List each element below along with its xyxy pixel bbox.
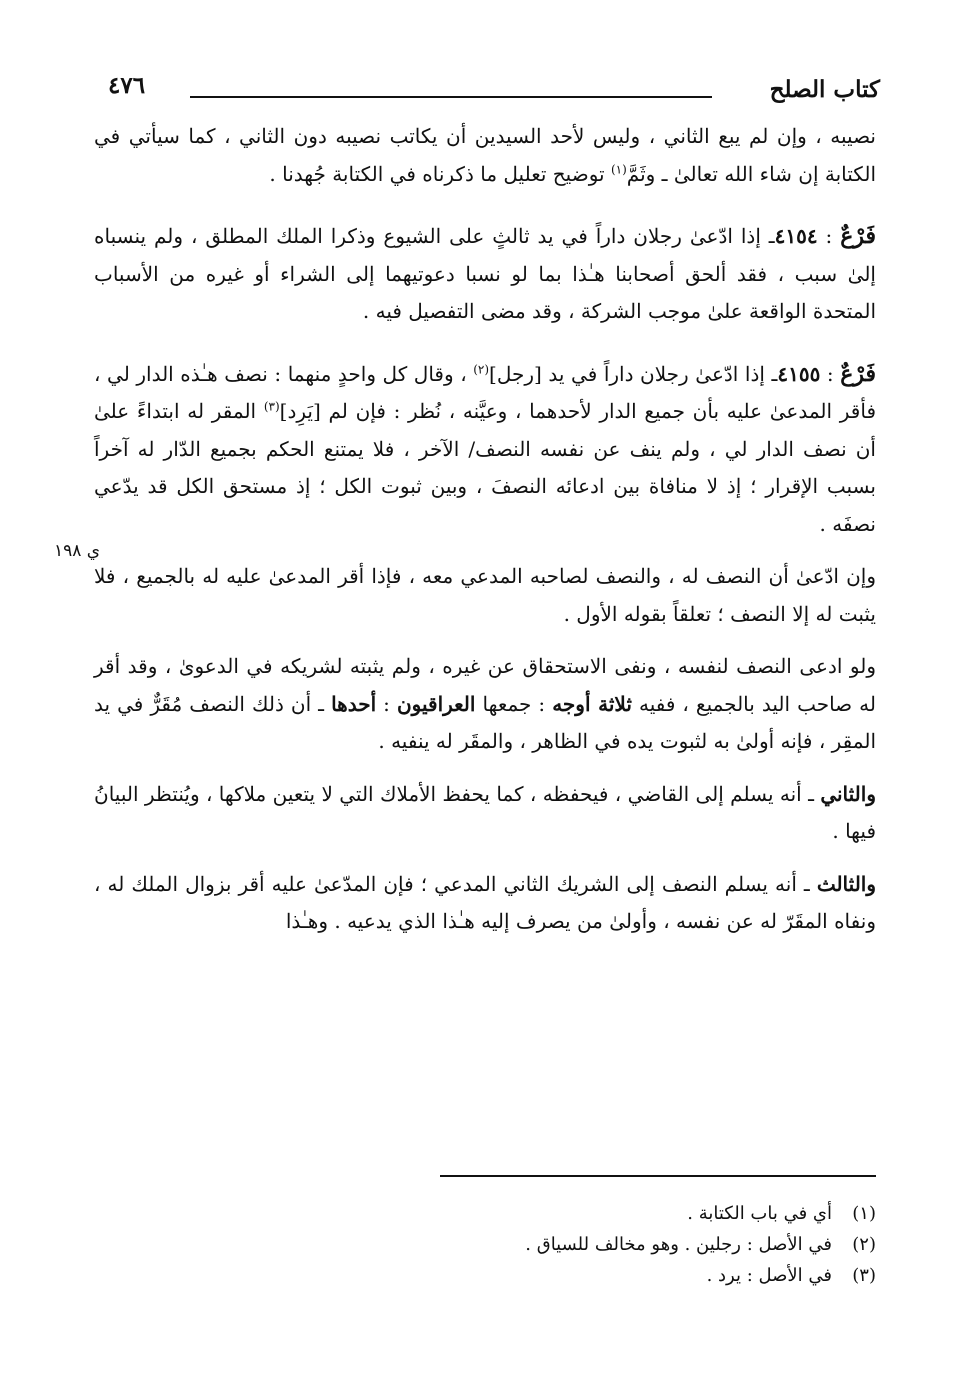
paragraph-text: ولو ادعى النصف لنفسه ، ونفى الاستحقاق عن غيره ، ولم يثبته لشريكه في الدعوىٰ ، وقد أقر له صاحب اليد بالجميع ، ففيه: [94, 654, 877, 716]
paragraph: [94, 648, 876, 761]
paragraph-text: :: [376, 691, 397, 716]
footnote: [94, 1198, 876, 1229]
footnote-text: في الأصل : يرد .: [706, 1265, 832, 1286]
footnote-ref: (٣): [263, 399, 280, 414]
paragraph: [94, 118, 876, 193]
page-number: ٤٧٦: [108, 72, 146, 99]
book-title: كتاب الصلح: [769, 76, 880, 103]
footnote-rule: [440, 1175, 876, 1177]
footnote-number: (٣): [852, 1265, 876, 1286]
paragraph-text: ـ إذا ادّعىٰ رجلان داراً في يد [رجل]: [489, 361, 778, 386]
paragraph: [94, 866, 876, 941]
footnote-text: أي في باب الكتابة .: [687, 1203, 832, 1224]
paragraph: فَرْعٌ : ٤١٥٤ـ إذا ادّعىٰ رجلان داراً في يد ثالثٍ على الشيوع وذكرا الملك المطلق ، ولم ينسباه إلىٰ سبب ، فقد ألحق أصحابنا هـٰذا بما لو نسبا دعوتيهما إلى الشراء أو غيره من الأسباب المتحدة الواقعة علىٰ موجب الشركة ، وقد مضى التفصيل فيه .: [94, 223, 877, 323]
header-rule: [190, 96, 712, 98]
footnotes: [94, 1198, 876, 1291]
paragraph-text: توضيح تعليل ما ذكرناه في الكتابة جُهدنا .: [269, 161, 611, 186]
margin-reference: ي ١٩٨: [54, 541, 101, 561]
bold-term: أحدها: [331, 691, 377, 716]
paragraph-text: المقر له ابتداءً علىٰ أن نصف الدار لي ، ولم ينف عن نفسه النصف/ الآخر ، فلا يمتنع الحكم بجميع الدّار له آخراً بسبب الإقرار ؛ إذ لا منافاة بين ادعائه النصفَ ، وبين ثبوت الكل ؛ إذ مستحق الكل قد يدّعي نصفَه .: [94, 399, 876, 536]
footnote-number: (٢): [852, 1234, 876, 1255]
bold-term: والثاني: [820, 781, 876, 806]
paragraph-text: وإن ادّعىٰ أن النصف له ، والنصف لصاحبه المدعي معه ، فإذا أقر المدعىٰ عليه له بالجميع ، فلا يثبت له إلا النصف ؛ تعلقاً بقوله الأول .: [94, 564, 876, 626]
main-text: [94, 118, 876, 956]
paragraph-text: ـ أنه يسلم النصف إلى الشريك الثاني المدعي ؛ فإن المدّعىٰ عليه أقر بزوال الملك له ، ونفاه المقَرّ له عن نفسه ، وأولىٰ من يصرف إليه هـٰذا الذي يدعيه . وهـٰذا: [94, 871, 876, 933]
bold-term: والثالث: [816, 871, 876, 896]
footnote-ref: (١): [610, 161, 627, 176]
running-header: [80, 70, 880, 110]
footnote-number: (١): [852, 1203, 876, 1224]
paragraph: [94, 558, 876, 633]
footnote: [94, 1229, 876, 1260]
footnote-text: في الأصل : رجلين . وهو مخالف للسياق .: [525, 1234, 832, 1255]
section-marker: فَرْعٌ: [840, 360, 876, 387]
footnote-ref: (٢): [473, 361, 490, 376]
paragraph-text: نصيبه ، وإن لم يبع الثاني ، وليس لأحد السيدين أن يكاتب نصيبه دون الثاني ، كما سيأتي في الكتابة إن شاء الله تعالىٰ ـ وثَمَّ: [94, 124, 876, 186]
footnote: [94, 1260, 876, 1291]
issue-number: ٤١٥٤: [774, 224, 818, 248]
section-marker: فَرْعٌ: [840, 223, 877, 249]
paragraph: فَرْعٌ : ٤١٥٥ـ إذا ادّعىٰ رجلان داراً في يد [رجل]$^{(٢)}$ ، وقال كل واحدٍ منهما : نصف هـٰذه الدار لي ، فأقر المدعىٰ عليه بأن جميع الدار لأحدهما ، وعيَّنه ، نُظر : فإن لم [يَرِد]$^{(٣)}$ المقر له ابتداءً علىٰ أن نصف الدار لي ، ولم ينف عن نفسه النصف/ الآخر ، فلا يمتنع الحكم بجميع الدّار له آخراً بسبب الإقرار ؛ إذ لا منافاة بين ادعائه النصفَ ، وبين ثبوت الكل ؛ إذ مستحق الكل قد يدّعي نصفَه .: [94, 360, 877, 536]
paragraph-text: ـ إذا ادّعىٰ رجلان داراً في يد ثالثٍ على الشيوع وذكرا الملك المطلق ، ولم ينسباه إلىٰ سبب ، فقد ألحق أصحابنا هـٰذا بما لو نسبا دعوتيهما إلى الشراء أو غيره من الأسباب المتحدة الواقعة علىٰ موجب الشركة ، وقد مضى التفصيل فيه .: [94, 224, 876, 323]
issue-number: ٤١٥٥: [777, 361, 821, 386]
bold-term: ثلاثة أوجه: [552, 691, 632, 716]
paragraph-text: ـ أنه يسلم إلى القاضي ، فيحفظه ، كما يحفظ الأملاك التي لا يتعين ملاكها ، ويُنتظر البيانُ فيها .: [94, 781, 876, 843]
paragraph-text: ـ أن ذلك النصف مُقَرٌّ في يد المقِر ، فإنه أولىٰ به لثبوت يده في الظاهر ، والمقَر له ينفيه .: [94, 691, 876, 753]
paragraph: [94, 776, 876, 851]
paragraph-text: ، وقال كل واحدٍ منهما : نصف هـٰذه الدار لي ، فأقر المدعىٰ عليه بأن جميع الدار لأحدهما ، وعيَّنه ، نُظر : فإن لم [يَرِد]: [94, 361, 877, 423]
paragraph-text: : جمعها: [475, 691, 553, 716]
bold-term: العراقيون: [396, 691, 476, 716]
